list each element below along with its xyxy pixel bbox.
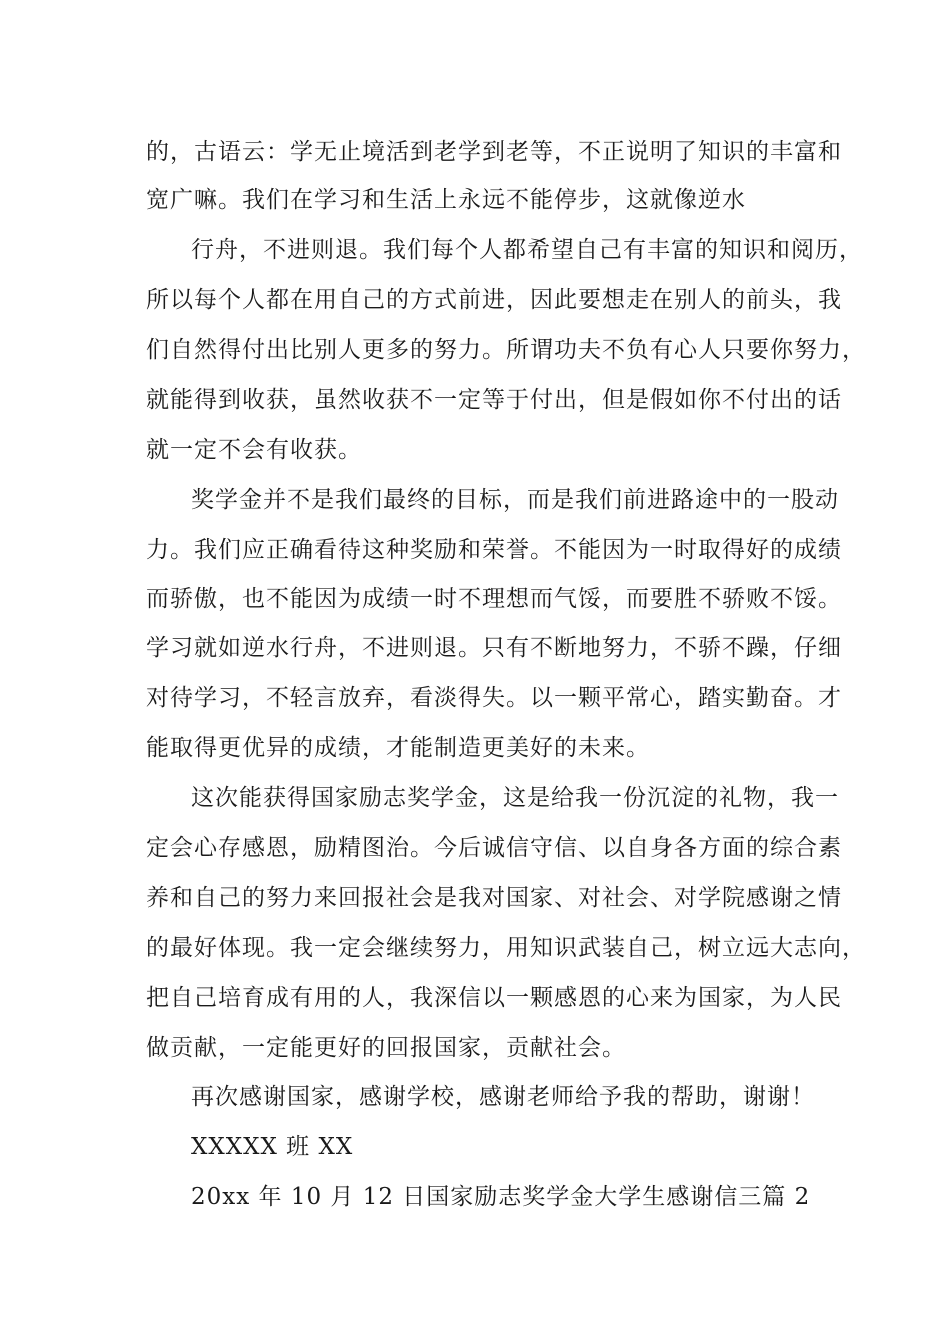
text-line: 能取得更优异的成绩，才能制造更美好的未来。 xyxy=(146,735,650,761)
text-line: 养和自己的努力来回报社会是我对国家、对社会、对学院感谢之情 xyxy=(146,885,842,911)
text-line: 这次能获得国家励志奖学金，这是给我一份沉淀的礼物，我一 xyxy=(191,785,839,811)
text-line: 学习就如逆水行舟，不进则退。只有不断地努力，不骄不躁，仔细 xyxy=(146,635,842,661)
text-line: 们自然得付出比别人更多的努力。所谓功夫不负有心人只要你努力， xyxy=(146,337,866,363)
text-line: 做贡献，一定能更好的回报国家，贡献社会。 xyxy=(146,1035,626,1061)
text-line: 定会心存感恩，励精图治。今后诚信守信、以自身各方面的综合素 xyxy=(146,835,842,861)
text-line: 就一定不会有收获。 xyxy=(146,437,362,463)
text-line: 行舟，不进则退。我们每个人都希望自己有丰富的知识和阅历， xyxy=(191,237,863,263)
text-line: 所以每个人都在用自己的方式前进，因此要想走在别人的前头，我 xyxy=(146,287,842,313)
text-line: 的，古语云：学无止境活到老学到老等，不正说明了知识的丰富和 xyxy=(146,139,842,165)
text-line: 宽广嘛。我们在学习和生活上永远不能停步，这就像逆水 xyxy=(146,187,746,213)
text-line: 奖学金并不是我们最终的目标，而是我们前进路途中的一股动 xyxy=(191,487,839,513)
date-title-line: 20xx 年 10 月 12 日国家励志奖学金大学生感谢信三篇 2 xyxy=(191,1184,811,1210)
text-line: 的最好体现。我一定会继续努力，用知识武装自己，树立远大志向， xyxy=(146,935,866,961)
text-line: 把自己培育成有用的人，我深信以一颗感恩的心来为国家，为人民 xyxy=(146,985,842,1011)
text-line: 再次感谢国家，感谢学校，感谢老师给予我的帮助，谢谢！ xyxy=(191,1084,815,1110)
text-line: 对待学习，不轻言放弃，看淡得失。以一颗平常心，踏实勤奋。才 xyxy=(146,685,842,711)
text-line: 而骄傲，也不能因为成绩一时不理想而气馁，而要胜不骄败不馁。 xyxy=(146,586,842,612)
text-line: 就能得到收获，虽然收获不一定等于付出，但是假如你不付出的话 xyxy=(146,387,842,413)
text-line: 力。我们应正确看待这种奖励和荣誉。不能因为一时取得好的成绩 xyxy=(146,537,842,563)
signature-line: XXXXX 班 XX xyxy=(191,1134,354,1160)
